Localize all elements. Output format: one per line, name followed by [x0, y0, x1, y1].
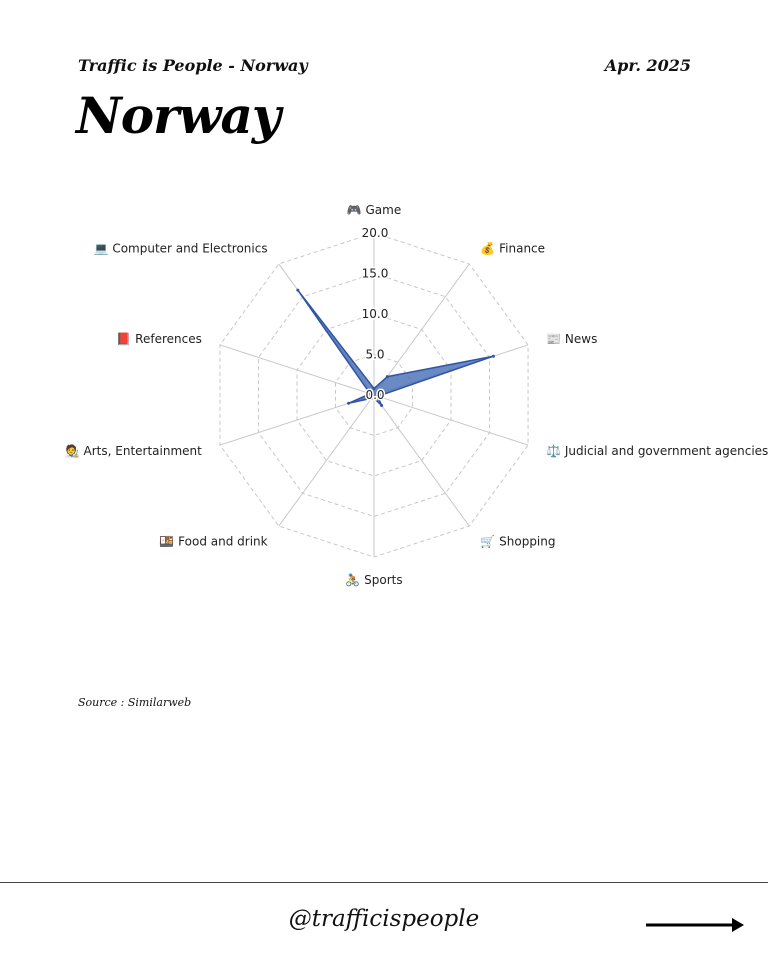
category-label: 🍱 Food and drink	[159, 534, 268, 549]
tick-label: 15.0	[361, 266, 389, 281]
category-label: 🚴🏽 Sports	[345, 573, 403, 587]
data-point	[492, 355, 495, 358]
category-label: 📕 References	[116, 332, 202, 347]
data-point	[347, 402, 350, 405]
category-label: 🧑‍🎨 Arts, Entertainment	[64, 443, 202, 458]
category-label: ⚖️ Judicial and government agencies	[546, 443, 768, 458]
tick-label: 20.0	[361, 226, 389, 240]
data-point	[380, 404, 383, 407]
category-label: 💻 Computer and Electronics	[93, 241, 268, 256]
grid-spoke	[374, 395, 469, 526]
source-note: Source : Similarweb	[78, 696, 192, 709]
tick-label: 5.0	[365, 347, 385, 362]
page-title: Norway	[76, 86, 280, 145]
footer-divider	[0, 882, 768, 883]
category-label: 💰 Finance	[480, 241, 546, 256]
category-label: 🛒 Shopping	[480, 534, 556, 549]
data-point	[386, 375, 389, 378]
arrow-right-icon[interactable]	[646, 914, 746, 936]
grid-spoke	[374, 395, 528, 445]
series-label: Traffic is People - Norway	[78, 56, 308, 75]
report-date: Apr. 2025	[604, 56, 691, 75]
category-label: 🎮 Game	[346, 203, 402, 217]
data-point	[296, 289, 299, 292]
tick-label: 10.0	[361, 307, 389, 321]
grid-spoke	[279, 395, 374, 526]
category-label: 📰 News	[546, 332, 598, 347]
tick-label: 0.0	[365, 388, 385, 402]
grid-spoke	[220, 345, 374, 395]
radar-labels	[65, 203, 768, 587]
social-handle: @trafficispeople	[288, 906, 480, 932]
radar-data	[296, 289, 495, 407]
data-series-area	[298, 290, 494, 405]
